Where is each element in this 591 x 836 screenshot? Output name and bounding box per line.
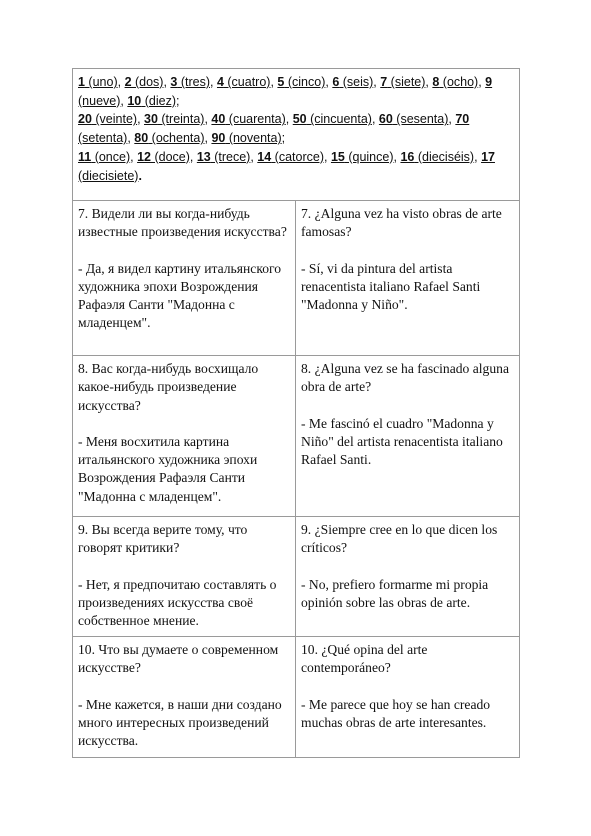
numeral: 14 — [257, 149, 272, 164]
number-entry — [170, 75, 210, 89]
number-entry — [137, 150, 190, 164]
numeral: 13 — [196, 149, 211, 164]
numeral: 20 — [78, 112, 92, 127]
separator: , — [324, 149, 331, 164]
number-word: (catorce) — [271, 149, 324, 164]
number-entry — [78, 150, 130, 164]
spanish-answer: - No, prefiero formarme mi propia opinión sobre las obras de arte. — [301, 576, 489, 610]
russian-question: 10. Что вы думаете о современном искусстве? — [78, 642, 279, 676]
numeral: 4 — [216, 75, 224, 89]
numbers-line-2 — [78, 110, 514, 147]
qa-row-7 — [73, 201, 520, 356]
russian-question: 9. Вы всегда верите тому, что говорят критики? — [78, 522, 248, 556]
separator: , — [137, 112, 145, 127]
separator: . — [138, 168, 142, 183]
numeral: 17 — [481, 149, 495, 164]
number-word: (cuarenta) — [225, 112, 286, 127]
number-word: (diecisiete) — [78, 168, 139, 183]
separator: , — [117, 75, 125, 89]
russian-answer: - Мне кажется, в наши дни создано много интересных произведений искусства. — [78, 696, 282, 749]
russian-answer: - Да, я видел картину итальянского художника эпохи Возрождения Рафаэля Санти "Мадонна с младенцем". — [78, 260, 282, 331]
number-word: (quince) — [344, 149, 394, 164]
spanish-answer: - Sí, vi da pintura del artista renacentista italiano Rafael Santi "Madonna y Niño". — [301, 260, 481, 313]
number-word: (seis) — [339, 75, 374, 89]
numeral: 8 — [432, 75, 440, 89]
russian-cell — [73, 517, 296, 637]
numeral: 30 — [144, 112, 158, 127]
number-word: (cincuenta) — [306, 112, 372, 127]
numeral: 16 — [400, 149, 415, 164]
number-entry — [380, 75, 425, 89]
numeral: 1 — [78, 75, 85, 89]
separator: , — [448, 112, 456, 127]
numeral: 12 — [137, 149, 151, 164]
number-word: (once) — [91, 149, 131, 164]
number-word: (diez) — [141, 93, 176, 108]
numeral: 10 — [127, 93, 142, 108]
separator: , — [325, 75, 333, 89]
number-word: (trece) — [210, 149, 251, 164]
number-entry — [211, 112, 285, 126]
number-word: (sesenta) — [392, 112, 449, 127]
qa-row-8 — [73, 356, 520, 517]
number-entry — [211, 131, 281, 145]
spanish-cell — [296, 517, 520, 637]
numbers-row — [73, 69, 520, 201]
number-word: (veinte) — [91, 112, 138, 127]
spanish-answer: - Me parece que hoy se han creado muchas obras de arte interesantes. — [301, 696, 491, 730]
separator: , — [210, 75, 217, 89]
separator: , — [120, 93, 128, 108]
number-entry — [197, 150, 251, 164]
russian-answer: - Нет, я предпочитаю составлять о произведениях искусства своё собственное мнение. — [78, 576, 277, 629]
numeral: 70 — [455, 112, 470, 127]
separator: , — [189, 149, 197, 164]
separator: , — [127, 131, 135, 146]
numeral: 40 — [211, 112, 226, 127]
spanish-answer: - Me fascinó el cuadro "Madonna y Niño" del artista renacentista italiano Rafael Santi. — [301, 415, 503, 468]
separator: , — [371, 112, 379, 127]
russian-question: 8. Вас когда-нибудь восхищало какое-нибудь произведение искусства? — [78, 361, 259, 413]
number-entry — [78, 112, 137, 126]
numeral: 6 — [332, 75, 340, 89]
number-entry — [257, 150, 324, 164]
spanish-question: 9. ¿Siempre cree en lo que dicen los críticos? — [301, 522, 498, 556]
qa-row-10 — [73, 637, 520, 758]
numeral: 3 — [170, 75, 178, 89]
number-entry — [400, 150, 474, 164]
russian-cell — [73, 356, 296, 517]
russian-answer: - Меня восхитила картина итальянского художника эпохи Возрождения Рафаэля Санти "Мадонна с младенцем". — [78, 433, 258, 504]
numeral: 11 — [78, 149, 92, 164]
number-word: (uno) — [84, 75, 118, 89]
number-entry — [293, 112, 372, 126]
separator: , — [250, 149, 258, 164]
separator: , — [204, 112, 212, 127]
spanish-question: 8. ¿Alguna vez se ha fascinado alguna obra de arte? — [301, 361, 509, 395]
separator: , — [285, 112, 293, 127]
spanish-cell — [296, 201, 520, 356]
number-word: (dieciséis) — [414, 149, 475, 164]
separator: , — [474, 149, 482, 164]
number-entry — [127, 94, 176, 108]
separator: , — [270, 75, 278, 89]
number-entry — [144, 112, 204, 126]
number-entry — [331, 150, 394, 164]
spanish-question: 7. ¿Alguna vez ha visto obras de arte famosas? — [301, 206, 502, 240]
numeral: 7 — [380, 75, 388, 89]
separator: , — [130, 149, 138, 164]
separator: , — [425, 75, 433, 89]
numbers-cell — [73, 69, 520, 201]
number-word: (cuatro) — [223, 75, 271, 89]
number-entry — [277, 75, 325, 89]
number-word: (treinta) — [157, 112, 205, 127]
numeral: 50 — [292, 112, 307, 127]
number-entry — [432, 75, 478, 89]
qa-row-9 — [73, 517, 520, 637]
separator: ; — [281, 131, 286, 146]
number-entry — [78, 75, 118, 89]
separator: , — [163, 75, 171, 89]
separator: , — [478, 75, 486, 89]
vocabulary-table — [72, 68, 520, 758]
separator: , — [204, 131, 212, 146]
numeral: 60 — [378, 112, 393, 127]
numeral: 5 — [277, 75, 285, 89]
russian-question: 7. Видели ли вы когда-нибудь известные произведения искусства? — [78, 206, 287, 240]
spanish-cell — [296, 637, 520, 758]
numbers-line-3 — [78, 148, 514, 185]
spanish-question: 10. ¿Qué opina del arte contemporáneo? — [301, 642, 428, 676]
number-word: (ochenta) — [148, 131, 205, 146]
number-entry — [332, 75, 373, 89]
numbers-line-1 — [78, 73, 514, 110]
russian-cell — [73, 201, 296, 356]
russian-cell — [73, 637, 296, 758]
number-word: (ocho) — [439, 75, 479, 89]
separator: ; — [175, 93, 180, 108]
number-entry — [379, 112, 449, 126]
number-entry — [125, 75, 164, 89]
number-word: (siete) — [387, 75, 426, 89]
number-entry — [134, 131, 204, 145]
number-entry — [217, 75, 271, 89]
numeral: 80 — [134, 131, 149, 146]
number-word: (dos) — [131, 75, 164, 89]
numeral: 9 — [485, 75, 493, 89]
number-word: (nueve) — [78, 93, 121, 108]
number-word: (noventa) — [225, 131, 282, 146]
numeral: 2 — [124, 75, 132, 89]
numeral: 90 — [211, 131, 226, 146]
number-word: (cinco) — [284, 75, 326, 89]
number-word: (doce) — [150, 149, 190, 164]
number-word: (setenta) — [78, 131, 128, 146]
numeral: 15 — [330, 149, 345, 164]
number-word: (tres) — [177, 75, 211, 89]
spanish-cell — [296, 356, 520, 517]
separator: , — [393, 149, 401, 164]
separator: , — [373, 75, 381, 89]
